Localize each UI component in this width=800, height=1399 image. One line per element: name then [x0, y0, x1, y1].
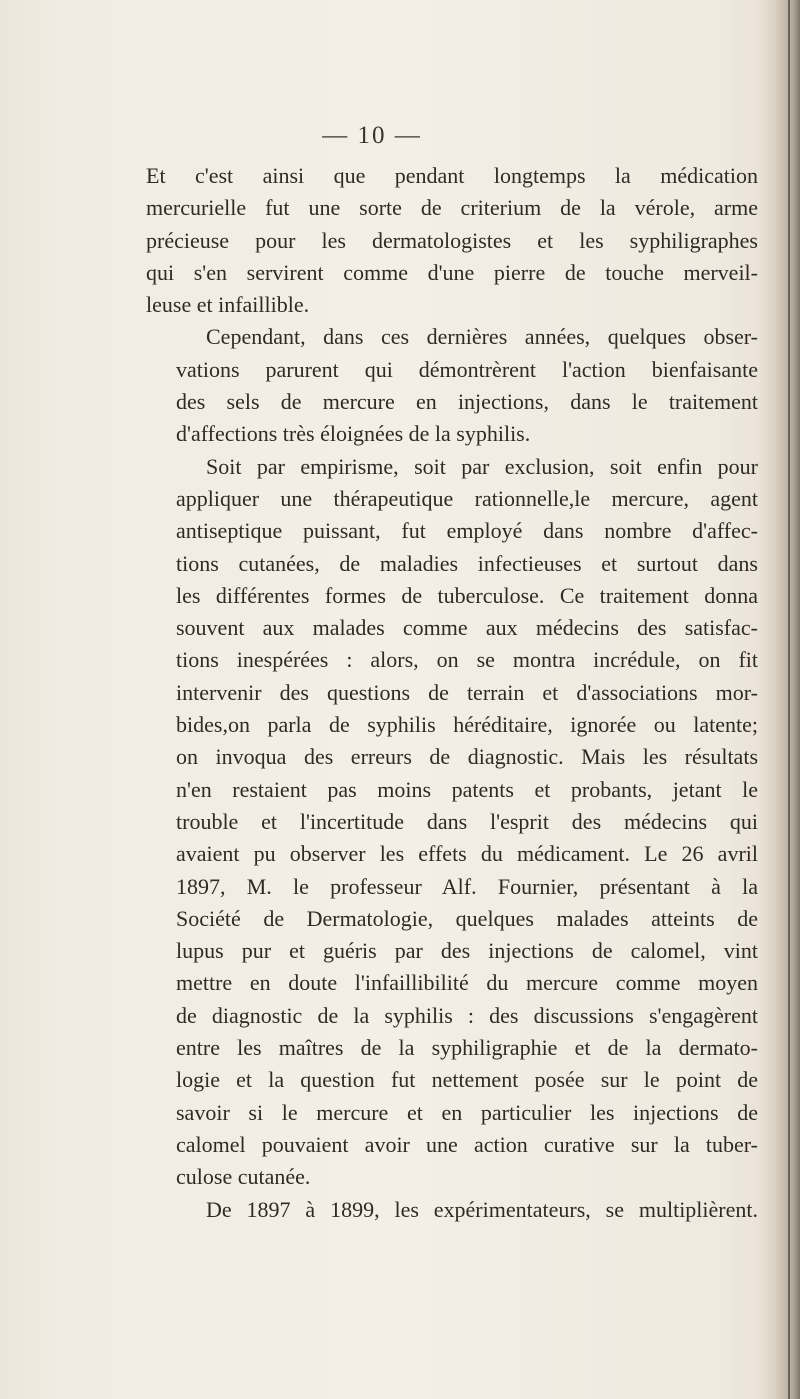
paragraph-3	[146, 451, 758, 1194]
text-line: lupus pur et guéris par des injections de calomel, vint	[176, 938, 758, 964]
text-line: bides,on parla de syphilis héréditaire, ignorée ou latente;	[176, 712, 758, 738]
page-number: — 10 —	[322, 122, 422, 149]
text-line: vations parurent qui démontrèrent l'action bienfaisante	[176, 356, 758, 382]
text-line: les différentes formes de tuberculose. Ce traitement donna	[176, 582, 758, 608]
text-line: leuse et infaillible.	[146, 292, 310, 318]
text-line: intervenir des questions de terrain et d'associations mor-	[176, 679, 758, 705]
text-line: logie et la question fut nettement posée sur le point de	[176, 1067, 758, 1093]
text-line: des sels de mercure en injections, dans le traitement	[176, 389, 758, 415]
text-line: trouble et l'incertitude dans l'esprit des médecins qui	[176, 808, 758, 834]
body-text	[146, 160, 758, 1226]
paragraph-2	[146, 321, 758, 450]
page-edge-shadow	[758, 0, 800, 1399]
text-line: Soit par empirisme, soit par exclusion, soit enfin pour	[206, 453, 758, 479]
text-line: Et c'est ainsi que pendant longtemps la médication	[146, 163, 758, 188]
text-line: souvent aux malades comme aux médecins des satisfac-	[176, 615, 758, 641]
text-line: tions cutanées, de maladies infectieuses et surtout dans	[176, 550, 758, 576]
paragraph-1	[146, 160, 758, 321]
text-line: on invoqua des erreurs de diagnostic. Mais les résultats	[176, 744, 758, 770]
text-line: De 1897 à 1899, les expérimentateurs, se multiplièrent.	[206, 1196, 758, 1222]
text-line: culose cutanée.	[176, 1164, 311, 1190]
text-line: calomel pouvaient avoir une action curative sur la tuber-	[176, 1131, 758, 1157]
text-line: tions inespérées : alors, on se montra incrédule, on fit	[176, 647, 758, 673]
text-line: entre les maîtres de la syphiligraphie et de la dermato-	[176, 1035, 758, 1061]
text-line: mettre en doute l'infaillibilité du mercure comme moyen	[176, 970, 758, 996]
text-line: qui s'en servirent comme d'une pierre de touche merveil-	[146, 259, 758, 285]
text-line: mercurielle fut une sorte de criterium de la vérole, arme	[146, 195, 758, 221]
paragraph-4	[146, 1194, 758, 1226]
text-line: savoir si le mercure et en particulier les injections de	[176, 1099, 758, 1125]
text-line: précieuse pour les dermatologistes et les syphiligraphes	[146, 227, 758, 253]
text-line: appliquer une thérapeutique rationnelle,le mercure, agent	[176, 485, 758, 511]
text-line: 1897, M. le professeur Alf. Fournier, présentant à la	[176, 873, 758, 899]
text-line: antiseptique puissant, fut employé dans nombre d'affec-	[176, 518, 758, 544]
text-line: avaient pu observer les effets du médicament. Le 26 avril	[176, 841, 758, 867]
text-line: d'affections très éloignées de la syphilis.	[176, 421, 531, 447]
text-line: n'en restaient pas moins patents et probants, jetant le	[176, 776, 758, 802]
text-line: Société de Dermatologie, quelques malades atteints de	[176, 905, 758, 931]
text-line: de diagnostic de la syphilis : des discussions s'engagèrent	[176, 1002, 758, 1028]
page-edge-line	[788, 0, 790, 1399]
text-line: Cependant, dans ces dernières années, quelques obser-	[206, 324, 758, 350]
